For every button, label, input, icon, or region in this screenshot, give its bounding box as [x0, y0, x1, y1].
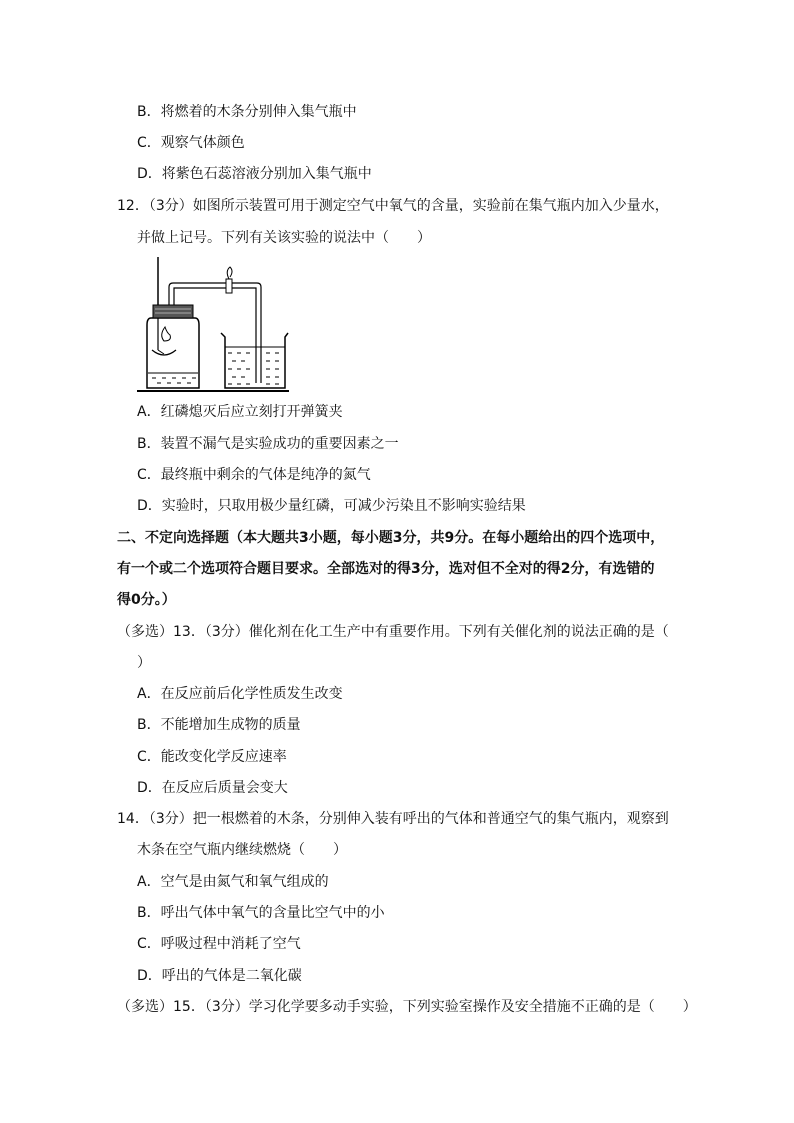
q14-option-b: B．呼出气体中氧气的含量比空气中的小: [137, 905, 385, 921]
q13-stem-line2: ）: [137, 655, 151, 671]
q13-option-d: D．在反应后质量会变大: [137, 780, 288, 796]
q11-option-b: B．将燃着的木条分别伸入集气瓶中: [137, 104, 357, 120]
section2-heading-line2: 有一个或二个选项符合题目要求。全部选对的得3分，选对但不全对的得2分，有选错的: [117, 561, 655, 577]
q13-stem-line1: （多选）13．（3分）催化剂在化工生产中有重要作用。下列有关催化剂的说法正确的是（: [117, 624, 669, 640]
q12-option-c: C．最终瓶中剩余的气体是纯净的氮气: [137, 467, 371, 483]
q14-option-d: D．呼出的气体是二氧化碳: [137, 968, 302, 984]
section2-heading-line1: 二、不定向选择题（本大题共3小题，每小题3分，共9分。在每小题给出的四个选项中，: [117, 530, 665, 546]
q13-option-b: B．不能增加生成物的质量: [137, 717, 301, 733]
q14-option-a: A．空气是由氮气和氧气组成的: [137, 874, 329, 890]
q14-stem-line2: 木条在空气瓶内继续燃烧（ ）: [137, 842, 347, 858]
q12-option-a: A．红磷熄灭后应立刻打开弹簧夹: [137, 404, 343, 420]
section2-heading-line3: 得0分。）: [117, 592, 176, 608]
q12-stem-line1: 12．（3分）如图所示装置可用于测定空气中氧气的含量，实验前在集气瓶内加入少量水，: [117, 198, 669, 214]
q15-stem-line1: （多选）15．（3分）学习化学要多动手实验，下列实验室操作及安全措施不正确的是（ ）: [117, 999, 697, 1015]
q11-option-d: D．将紫色石蕊溶液分别加入集气瓶中: [137, 166, 372, 182]
q13-option-a: A．在反应前后化学性质发生改变: [137, 686, 343, 702]
q11-option-c: C．观察气体颜色: [137, 135, 245, 151]
q12-stem-line2: 并做上记号。下列有关该实验的说法中（ ）: [137, 230, 431, 246]
q14-stem-line1: 14．（3分）把一根燃着的木条，分别伸入装有呼出的气体和普通空气的集气瓶内，观察到: [117, 811, 669, 827]
q12-option-d: D．实验时，只取用极少量红磷，可减少污染且不影响实验结果: [137, 498, 526, 514]
apparatus-diagram: [135, 255, 295, 395]
q14-option-c: C．呼吸过程中消耗了空气: [137, 936, 301, 952]
q12-option-b: B．装置不漏气是实验成功的重要因素之一: [137, 436, 399, 452]
q13-option-c: C．能改变化学反应速率: [137, 749, 287, 765]
